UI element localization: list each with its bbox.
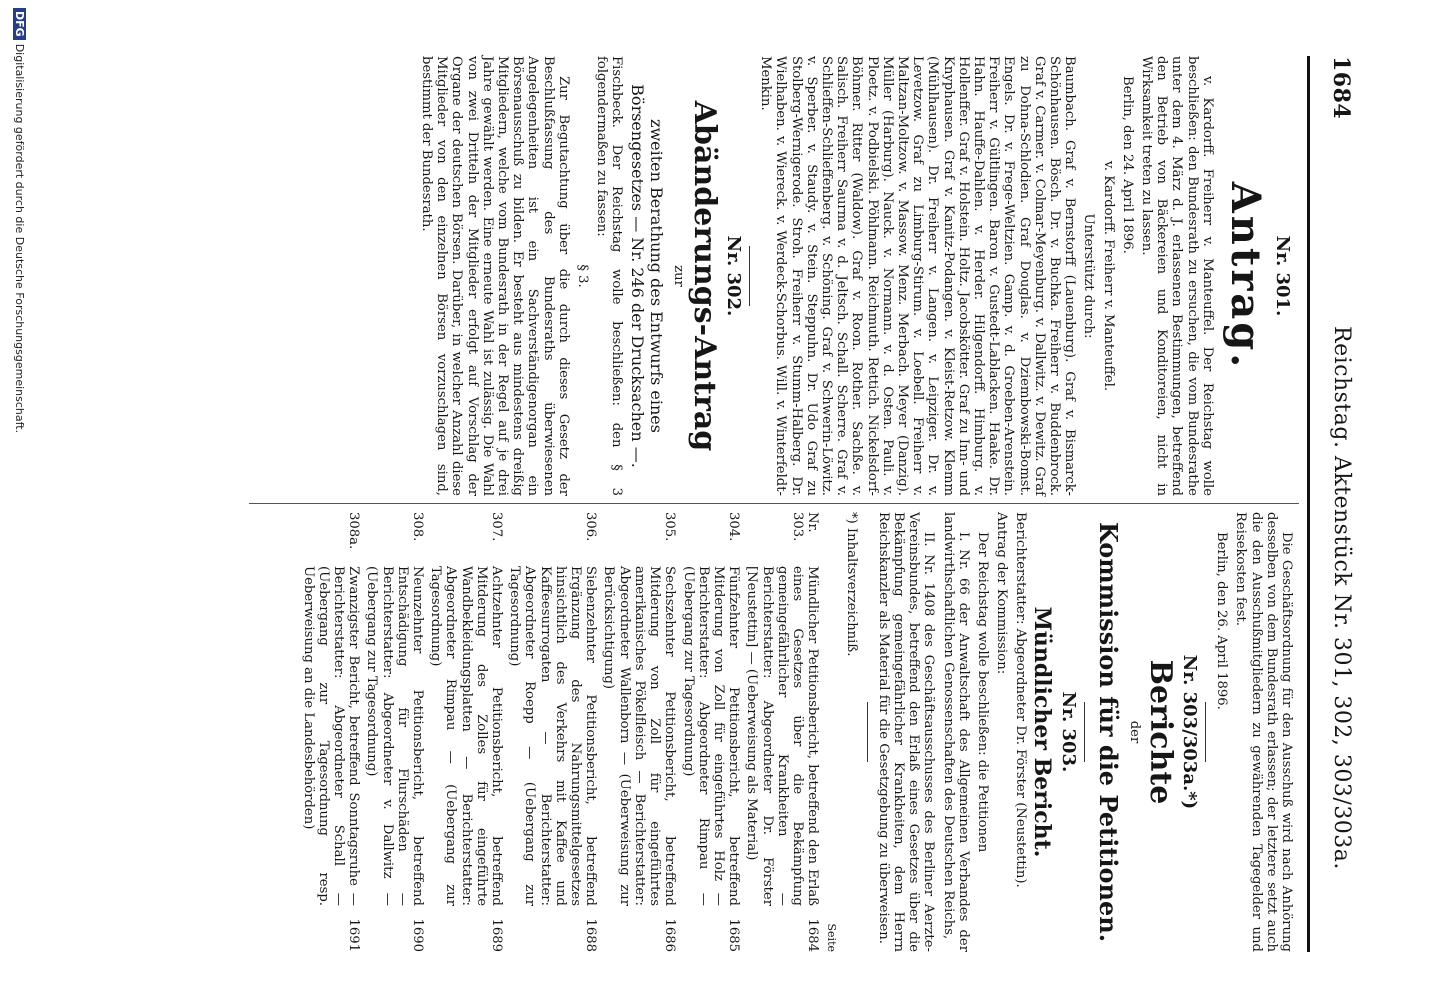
toc-entry <box>507 512 598 952</box>
toc-number: 306. <box>583 512 599 542</box>
separator <box>1205 702 1206 762</box>
toc-number: 308. <box>410 512 426 542</box>
digitization-credit <box>13 8 26 433</box>
toc-number: 304. <box>726 512 742 542</box>
der: der <box>1126 720 1142 744</box>
toc-entry <box>601 512 677 952</box>
fischbeck-motion: Fischbeck. Der Reichstag wolle beschließen: den § 3 folgendermaßen zu fassen: <box>594 56 625 496</box>
separator <box>749 246 750 306</box>
nr-302: Nr. 302. <box>722 235 744 317</box>
column-divider <box>249 503 1299 504</box>
toc-title: Fünfzehnter Petitionsbericht, betreffend Mitderung von Zoll für eingeführtes Holz — Berichterstatter: Abgeordneter Rimpau — (Uebergang zur Tagesordnung) <box>680 566 742 906</box>
antrag-title: Antrag. <box>1221 181 1269 371</box>
separator <box>1084 702 1085 762</box>
kommission-title: Kommission für die Petitionen. <box>1093 521 1123 943</box>
toc-number: 307. <box>489 512 505 542</box>
geschaeftsordnung-text: Die Geschäftsordnung für den Ausschuß wird nach Anhörung desselben von dem Bundesrath erlassen; der letztere setzt auch die den Ausschußmitgliedern zu gewährenden Tagegelder und Reisekosten fest. <box>1233 512 1294 952</box>
toc-entry <box>364 512 425 952</box>
separator <box>867 702 868 762</box>
nr-301: Nr. 301. <box>1272 235 1293 317</box>
toc-page: 1684 <box>805 918 821 952</box>
toc-number: Nr. 303. <box>789 512 821 542</box>
toc-title: Zwanzigster Bericht, betreffend Sonntagsruhe — Berichterstatter: Abgeordneter Schall — (Uebergang zur Tagesordnung resp. Ueberweisung an die Landesbehörden) <box>300 566 362 906</box>
petition-2: II. Nr. 1408 des Geschäftsausschusses des Berliner Aerzte-Vereinsbundes, betreffend den Erlaß eines Gesetzes über die Bekämpfung gemeingefährlicher Krankheiten, dem Herrn Reichskanzler als Material für die Gesetzgebung zu überweisen. <box>875 512 937 952</box>
antrag-date: Berlin, den 24. April 1896. <box>1119 76 1135 254</box>
dfg-logo: DFG <box>13 8 26 40</box>
abaenderungs-title: Abänderungs-Antrag <box>686 100 722 452</box>
supporters-list: Baumbach. Graf v. Bernstorff (Lauenburg). Graf v. Bismarck-Schönhausen. Bösch. Dr. v. Buchka. Freiherr v. Buddenbrock. Graf v. Carmer. v. Colmar-Meyenburg. v. Dallwitz. v. Dewitz. Graf zu Dohna-Schlodien. Graf Douglas. v. Dziembowski-Bomst. Engels. Dr. v. Frege-Weltzien. Gamp. v. d. Groeben-Arenstein. Freiherr v. Gültlingen. Baron v. Gustedt-Lablacken. Haake. Dr. Hahn. Hauffe-Dahlen. v. Herder. Hilgendorff. Himburg. v. Hollenffer. Graf v. Holstein. Holtz. Jacobskötter. Graf zu Inn- und Knyphausen. Graf v. Kanitz-Podangen. v. Kleist-Retzow. Klemm (Mühlhausen). Dr. Freiherr v. Langen. v. Leipziger. Dr. v. Levetzow. Graf zu Limburg-Stirum. v. Loebell. Freiherr v. Maltzan-Moltzow. v. Massow. Menz. Merbach. Meyer (Danzig). Müller (Harburg). Nauck. v. Normann. v. d. Osten. Pauli. v. Ploetz. v. Podbielski. Pöhlmann. Reichmuth. Rettich. Nickelsdorf-Böhmer. Ritter (Waldow). Graf v. Roon. Rother. Sachße. v. Salisch. Freiherr Saurma v. d. Jeltsch. Schall. Scherre. Graf v. Schlieffen-Schlieffenberg. v. Schöning. Graf v. Schwerin-Löwitz. v. Sperber. v. Staudy. v. Stein. Steppuhn. Dr. Udo Graf zu Stolberg-Wernigerode. Stroh. Freiherr v. Stumm-Halberg. Dr. Wielhaben. v. Wiereck. v. Werdeck-Schorbus. Will. v. Winterfeldt-Menkin. <box>758 56 1078 496</box>
toc-page: 1688 <box>583 918 599 952</box>
credit-text: Digitalisierung gefördert durch die Deutsche Forschungsgemeinschaft. <box>13 43 26 434</box>
antrag-text: v. Kardorff. Freiherr v. Manteuffel. Der Reichstag wolle beschließen: den Bundesrath zu ersuchen, die vom Bundesrathe unter dem 4. März d. J. erlassenen Bestimmungen, betreffend den Betrieb von Bäckereien und Konditoreien, nicht in Wirksamkeit treten zu lassen. <box>1138 56 1215 496</box>
right-column <box>297 512 1294 952</box>
toc-entry <box>428 512 504 952</box>
boersengesetz-subtitle: zweiten Berathung des Entwurfs eines Börsengesetzes — Nr. 246 der Drucksachen —. <box>628 84 667 468</box>
zur: zur <box>670 265 686 287</box>
para-3-text: Zur Begutachtung über die durch dieses Gesetz der Beschlußfassung des Bundesraths überwiesenen Angelegenheiten ist ein Sachverständigenorgan ein Börsenausschuß zu bilden. Er besteht aus mindestens dreißig Mitgliedern, welche vom Bundesrath in der Regel auf je drei Jahre gewählt werden. Eine erneute Wahl ist zulässig. Die Wahl von zwei Dritteln der Mitglieder erfolgt auf Vorschlag der Organe der deutschen Börsen. Darüber, in welcher Anzahl diese Mitglieder von den einzelnen Börsen vorzuschlagen sind, bestimmt der Bundesrath. <box>419 56 571 496</box>
left-column <box>415 56 1294 496</box>
toc-title: Siebenzehnter Petitionsbericht, betreffend Ergänzung des Nahrungsmittelgesetzes hinsichtlich des Verkehrs mit Kaffee und Kaffeesurrogaten — Berichterstatter: Abgeordneter Roepp — (Uebergang zur Tagesordnung) <box>507 566 599 906</box>
toc-seite: Seite <box>825 923 839 952</box>
toc-page: 1686 <box>662 918 678 952</box>
nr-303: Nr. 303. <box>1057 691 1079 773</box>
berichterstatter: Berichterstatter: Abgeordneter Dr. Förster (Neustettin). <box>1013 512 1029 888</box>
toc-page: 1691 <box>346 918 362 952</box>
muendlicher-bericht-title: Mündlicher Bericht. <box>1029 606 1056 858</box>
para-3-heading: § 3. <box>575 264 591 288</box>
toc-title: Neunzehnter Petitionsbericht, betreffend Entschädigung für Flurschäden — Berichterstatter: Abgeordneter v. Dallwitz — (Uebergang zur Tagesordnung) <box>364 566 426 906</box>
berichte-title: Berichte <box>1142 659 1178 805</box>
supported-by: Unterstützt durch: <box>1081 213 1097 339</box>
table-of-contents <box>300 512 820 952</box>
toc-title: Achtzehnter Petitionsbericht, betreffend Mitderung des Zolles für eingeführte Wandbekleidungsplatten — Berichterstatter: Abgeordneter Rimpau — (Uebergang zur Tagesordnung) <box>428 566 505 906</box>
toc-title: Sechszehnter Petitionsbericht, betreffend Mitderung von Zoll für eingeführtes amerikanisches Pökelfleisch — Berichterstatter: Abgeordneter Wallenborn — (Ueberweisung zur Berücksichtigung) <box>601 566 678 906</box>
toc-title: Mündlicher Petitionsbericht, betreffend den Erlaß eines Gesetzes über die Bekämpfung gemeingefährlicher Krankheiten — Berichterstatter: Abgeordneter Dr. Förster [Neustettin] — (Ueberweisung als Material) <box>744 566 821 906</box>
petition-1: I. Nr. 66 der Anwaltschaft des Allgemeinen Verbandes der landwirthschaftlichen Genossenschaften des Deutschen Reichs, <box>940 512 971 952</box>
toc-page: 1689 <box>489 918 505 952</box>
kommission-antrag: Antrag der Kommission: <box>994 512 1010 675</box>
toc-number: 305. <box>662 512 678 542</box>
toc-page: 1685 <box>726 918 742 952</box>
page-number: 1684 <box>1328 56 1354 120</box>
berichte-date: Berlin, den 26. April 1896. <box>1214 532 1230 710</box>
running-title: Reichstag. Aktenstück Nr. 301, 302, 303/303a. <box>1329 326 1354 870</box>
toc-entry <box>744 512 820 952</box>
toc-entry <box>680 512 741 952</box>
toc-page: 1690 <box>410 918 426 952</box>
header-rule <box>1307 56 1310 952</box>
toc-heading: *) Inhaltsverzeichniß. <box>843 512 859 657</box>
toc-entry <box>300 512 361 952</box>
nr-303-303a: Nr. 303/303a.*) <box>1178 654 1200 810</box>
running-header <box>1312 56 1372 956</box>
toc-number: 308a. <box>346 512 362 550</box>
antrag-signers: v. Kardorff. Freiherr v. Manteuffel. <box>1100 160 1116 392</box>
beschliessen: Der Reichstag wolle beschließen: die Petitionen <box>974 532 990 853</box>
